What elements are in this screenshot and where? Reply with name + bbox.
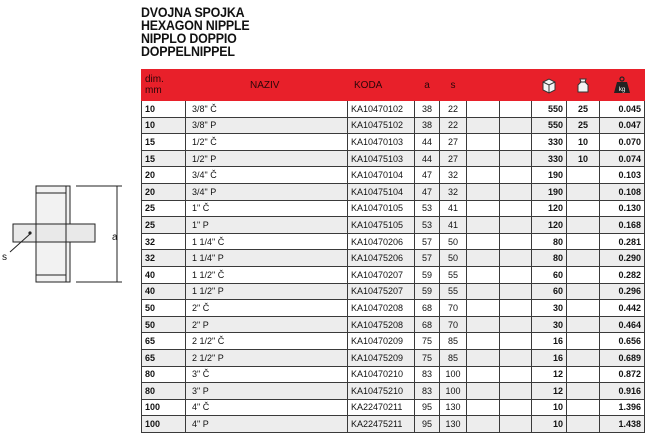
row-koda: KA10475210 <box>348 383 415 400</box>
nipple-diagram <box>0 180 135 290</box>
row-empty-2 <box>500 134 532 151</box>
row-qty-box: 330 <box>532 134 567 151</box>
row-s: 22 <box>440 117 467 134</box>
weight-unit-label: kg <box>618 87 626 93</box>
row-a: 44 <box>415 150 440 167</box>
row-koda: KA10470105 <box>348 200 415 217</box>
table-row <box>142 200 645 217</box>
row-s: 85 <box>440 349 467 366</box>
row-empty-2 <box>500 266 532 283</box>
row-dim: 25 <box>142 200 186 217</box>
row-naziv: 2 1/2" Č <box>186 333 348 350</box>
row-koda: KA10475103 <box>348 150 415 167</box>
row-naziv: 3/4" Č <box>186 167 348 184</box>
header-empty-2 <box>500 70 532 101</box>
row-empty-2 <box>500 349 532 366</box>
row-s: 41 <box>440 217 467 234</box>
header-s: s <box>440 70 467 101</box>
row-qty-box: 120 <box>532 200 567 217</box>
row-qty-box: 80 <box>532 250 567 267</box>
table-row <box>142 300 645 317</box>
row-qty-bag: 25 <box>567 101 600 118</box>
header-koda: KODA <box>348 70 415 101</box>
row-a: 75 <box>415 333 440 350</box>
row-naziv: 1/2" Č <box>186 134 348 151</box>
row-empty-1 <box>467 150 500 167</box>
row-koda: KA10475104 <box>348 183 415 200</box>
table-row <box>142 167 645 184</box>
row-weight: 0.130 <box>600 200 645 217</box>
row-empty-1 <box>467 200 500 217</box>
header-empty-1 <box>467 70 500 101</box>
title-slovenian: DVOJNA SPOJKA <box>141 5 245 20</box>
table-row <box>142 183 645 200</box>
row-a: 38 <box>415 101 440 118</box>
table-header <box>142 70 645 101</box>
row-s: 100 <box>440 383 467 400</box>
row-weight: 0.070 <box>600 134 645 151</box>
row-naziv: 3/8" P <box>186 117 348 134</box>
row-dim: 80 <box>142 366 186 383</box>
row-a: 95 <box>415 416 440 433</box>
row-qty-bag <box>567 233 600 250</box>
row-koda: KA10470210 <box>348 366 415 383</box>
row-naziv: 1" P <box>186 217 348 234</box>
row-weight: 0.464 <box>600 316 645 333</box>
row-koda: KA10470104 <box>348 167 415 184</box>
row-s: 70 <box>440 300 467 317</box>
row-empty-1 <box>467 217 500 234</box>
row-dim: 40 <box>142 283 186 300</box>
row-koda: KA22475211 <box>348 416 415 433</box>
row-empty-1 <box>467 399 500 416</box>
row-a: 83 <box>415 383 440 400</box>
row-qty-box: 60 <box>532 283 567 300</box>
row-weight: 0.656 <box>600 333 645 350</box>
header-a: a <box>415 70 440 101</box>
row-qty-box: 10 <box>532 416 567 433</box>
row-s: 27 <box>440 150 467 167</box>
row-weight: 0.074 <box>600 150 645 167</box>
table-row <box>142 101 645 118</box>
row-weight: 0.045 <box>600 101 645 118</box>
row-naziv: 1/2" P <box>186 150 348 167</box>
row-empty-2 <box>500 399 532 416</box>
table-row <box>142 349 645 366</box>
row-qty-bag <box>567 283 600 300</box>
row-dim: 65 <box>142 349 186 366</box>
row-dim: 100 <box>142 399 186 416</box>
row-koda: KA10470103 <box>348 134 415 151</box>
row-qty-box: 550 <box>532 117 567 134</box>
row-s: 55 <box>440 283 467 300</box>
row-qty-bag <box>567 217 600 234</box>
row-qty-box: 10 <box>532 399 567 416</box>
bag-icon <box>567 70 600 101</box>
row-naziv: 3" P <box>186 383 348 400</box>
row-qty-bag <box>567 349 600 366</box>
table-row <box>142 399 645 416</box>
row-s: 32 <box>440 167 467 184</box>
weight-icon <box>600 70 645 101</box>
row-qty-box: 30 <box>532 300 567 317</box>
table-row <box>142 117 645 134</box>
row-empty-1 <box>467 300 500 317</box>
row-a: 59 <box>415 266 440 283</box>
box-icon <box>532 70 567 101</box>
row-qty-box: 60 <box>532 266 567 283</box>
row-naziv: 1 1/4" Č <box>186 233 348 250</box>
header-dim: dim. mm <box>142 70 186 101</box>
row-s: 130 <box>440 399 467 416</box>
row-dim: 10 <box>142 101 186 118</box>
row-koda: KA10470207 <box>348 266 415 283</box>
row-dim: 32 <box>142 233 186 250</box>
row-koda: KA10475208 <box>348 316 415 333</box>
row-a: 57 <box>415 250 440 267</box>
table-row <box>142 316 645 333</box>
row-a: 68 <box>415 316 440 333</box>
row-koda: KA10470206 <box>348 233 415 250</box>
row-s: 50 <box>440 233 467 250</box>
table-row <box>142 366 645 383</box>
row-weight: 0.047 <box>600 117 645 134</box>
row-weight: 0.281 <box>600 233 645 250</box>
row-empty-2 <box>500 217 532 234</box>
row-qty-box: 16 <box>532 349 567 366</box>
row-qty-box: 12 <box>532 383 567 400</box>
row-dim: 15 <box>142 134 186 151</box>
product-table <box>141 69 645 433</box>
row-a: 83 <box>415 366 440 383</box>
row-naziv: 2 1/2" P <box>186 349 348 366</box>
row-naziv: 3/4" P <box>186 183 348 200</box>
row-dim: 15 <box>142 150 186 167</box>
row-empty-2 <box>500 300 532 317</box>
row-empty-2 <box>500 200 532 217</box>
row-empty-2 <box>500 333 532 350</box>
row-dim: 50 <box>142 316 186 333</box>
row-empty-1 <box>467 101 500 118</box>
row-a: 53 <box>415 217 440 234</box>
row-s: 130 <box>440 416 467 433</box>
row-empty-1 <box>467 250 500 267</box>
row-a: 95 <box>415 399 440 416</box>
row-weight: 0.916 <box>600 383 645 400</box>
title-german: DOPPELNIPPEL <box>141 44 235 59</box>
row-qty-bag <box>567 250 600 267</box>
row-weight: 0.108 <box>600 183 645 200</box>
row-empty-2 <box>500 101 532 118</box>
row-weight: 0.296 <box>600 283 645 300</box>
row-dim: 32 <box>142 250 186 267</box>
row-empty-2 <box>500 416 532 433</box>
table-row <box>142 233 645 250</box>
row-koda: KA10470102 <box>348 101 415 118</box>
row-qty-bag <box>567 266 600 283</box>
row-dim: 100 <box>142 416 186 433</box>
row-empty-1 <box>467 333 500 350</box>
row-empty-2 <box>500 283 532 300</box>
row-s: 41 <box>440 200 467 217</box>
row-qty-bag <box>567 333 600 350</box>
row-naziv: 1 1/4" P <box>186 250 348 267</box>
row-empty-1 <box>467 167 500 184</box>
table-row <box>142 134 645 151</box>
row-qty-box: 80 <box>532 233 567 250</box>
row-empty-1 <box>467 416 500 433</box>
row-a: 38 <box>415 117 440 134</box>
row-s: 70 <box>440 316 467 333</box>
row-dim: 25 <box>142 217 186 234</box>
table-row <box>142 217 645 234</box>
row-naziv: 2" Č <box>186 300 348 317</box>
row-weight: 0.168 <box>600 217 645 234</box>
row-empty-1 <box>467 266 500 283</box>
row-qty-bag: 10 <box>567 134 600 151</box>
row-koda: KA10470208 <box>348 300 415 317</box>
row-qty-bag: 10 <box>567 150 600 167</box>
row-s: 22 <box>440 101 467 118</box>
row-qty-box: 16 <box>532 333 567 350</box>
row-empty-2 <box>500 316 532 333</box>
row-qty-bag <box>567 416 600 433</box>
row-qty-bag <box>567 167 600 184</box>
table-row <box>142 266 645 283</box>
row-empty-2 <box>500 383 532 400</box>
table-row <box>142 150 645 167</box>
row-a: 59 <box>415 283 440 300</box>
row-koda: KA22470211 <box>348 399 415 416</box>
row-s: 32 <box>440 183 467 200</box>
row-qty-box: 190 <box>532 183 567 200</box>
row-naziv: 4" Č <box>186 399 348 416</box>
row-empty-1 <box>467 183 500 200</box>
row-naziv: 1" Č <box>186 200 348 217</box>
row-qty-bag <box>567 200 600 217</box>
row-empty-2 <box>500 250 532 267</box>
row-empty-2 <box>500 117 532 134</box>
row-qty-bag <box>567 183 600 200</box>
title-italian: NIPPLO DOPPIO <box>141 31 237 46</box>
row-qty-box: 12 <box>532 366 567 383</box>
row-qty-bag <box>567 316 600 333</box>
row-empty-1 <box>467 233 500 250</box>
row-a: 53 <box>415 200 440 217</box>
row-empty-1 <box>467 134 500 151</box>
row-weight: 0.689 <box>600 349 645 366</box>
row-naziv: 1 1/2" Č <box>186 266 348 283</box>
row-qty-bag <box>567 300 600 317</box>
row-empty-1 <box>467 366 500 383</box>
row-dim: 20 <box>142 167 186 184</box>
row-naziv: 2" P <box>186 316 348 333</box>
row-dim: 40 <box>142 266 186 283</box>
diagram-label-s: s <box>2 252 7 263</box>
row-a: 47 <box>415 183 440 200</box>
row-koda: KA10475206 <box>348 250 415 267</box>
row-naziv: 3" Č <box>186 366 348 383</box>
row-qty-box: 190 <box>532 167 567 184</box>
row-qty-box: 30 <box>532 316 567 333</box>
row-a: 68 <box>415 300 440 317</box>
row-a: 75 <box>415 349 440 366</box>
row-koda: KA10475207 <box>348 283 415 300</box>
row-weight: 0.442 <box>600 300 645 317</box>
row-empty-1 <box>467 283 500 300</box>
table-row <box>142 383 645 400</box>
row-empty-2 <box>500 167 532 184</box>
row-qty-bag <box>567 383 600 400</box>
table-row <box>142 250 645 267</box>
row-s: 50 <box>440 250 467 267</box>
row-koda: KA10475102 <box>348 117 415 134</box>
row-empty-1 <box>467 383 500 400</box>
row-empty-2 <box>500 150 532 167</box>
row-qty-box: 550 <box>532 101 567 118</box>
row-weight: 0.103 <box>600 167 645 184</box>
row-naziv: 3/8" Č <box>186 101 348 118</box>
row-weight: 0.282 <box>600 266 645 283</box>
row-dim: 65 <box>142 333 186 350</box>
row-weight: 0.872 <box>600 366 645 383</box>
row-qty-bag <box>567 399 600 416</box>
row-s: 100 <box>440 366 467 383</box>
header-naziv: NAZIV <box>186 70 348 101</box>
row-s: 85 <box>440 333 467 350</box>
row-empty-1 <box>467 117 500 134</box>
row-dim: 80 <box>142 383 186 400</box>
row-dim: 50 <box>142 300 186 317</box>
row-empty-2 <box>500 366 532 383</box>
row-a: 44 <box>415 134 440 151</box>
row-naziv: 4" P <box>186 416 348 433</box>
row-dim: 20 <box>142 183 186 200</box>
table-row <box>142 416 645 433</box>
table-row <box>142 283 645 300</box>
row-qty-bag <box>567 366 600 383</box>
row-empty-1 <box>467 316 500 333</box>
title-english: HEXAGON NIPPLE <box>141 18 250 33</box>
row-qty-bag: 25 <box>567 117 600 134</box>
row-s: 55 <box>440 266 467 283</box>
row-weight: 0.290 <box>600 250 645 267</box>
row-qty-box: 330 <box>532 150 567 167</box>
row-empty-2 <box>500 183 532 200</box>
row-koda: KA10475105 <box>348 217 415 234</box>
row-dim: 10 <box>142 117 186 134</box>
row-a: 47 <box>415 167 440 184</box>
row-a: 57 <box>415 233 440 250</box>
row-weight: 1.396 <box>600 399 645 416</box>
row-empty-1 <box>467 349 500 366</box>
row-empty-2 <box>500 233 532 250</box>
row-naziv: 1 1/2" P <box>186 283 348 300</box>
row-s: 27 <box>440 134 467 151</box>
diagram-label-a: a <box>112 232 118 243</box>
row-koda: KA10470209 <box>348 333 415 350</box>
title-block <box>141 6 259 58</box>
row-weight: 1.438 <box>600 416 645 433</box>
row-qty-box: 120 <box>532 217 567 234</box>
row-koda: KA10475209 <box>348 349 415 366</box>
table-row <box>142 333 645 350</box>
